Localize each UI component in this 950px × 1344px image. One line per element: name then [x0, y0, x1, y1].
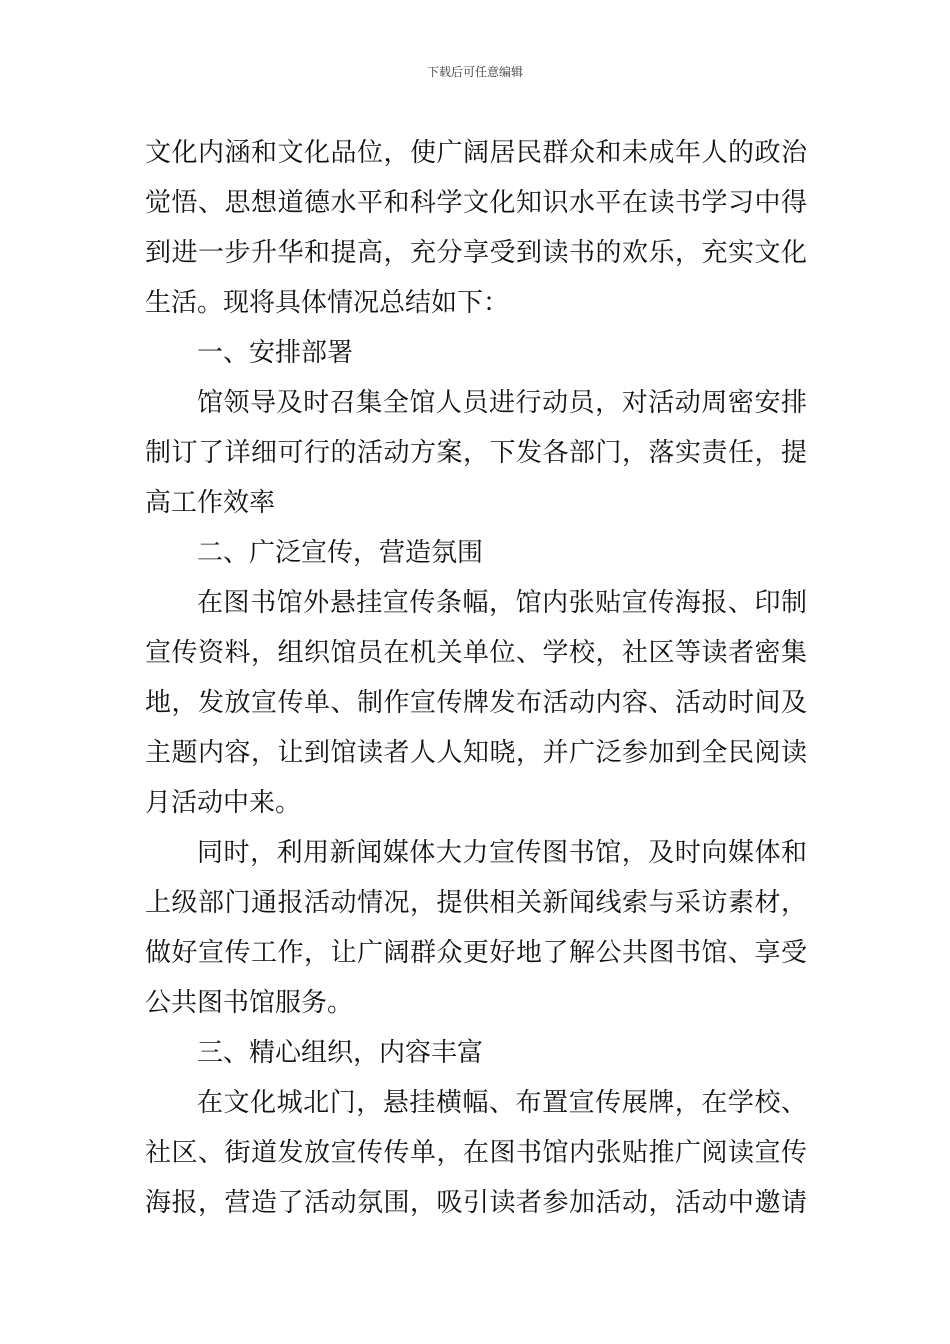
- text-line: 同时，利用新闻媒体大力宣传图书馆，及时向媒体和: [197, 838, 807, 868]
- text-line: 主题内容，让到馆读者人人知晓，并广泛参加到全民阅读: [145, 738, 807, 768]
- text-line: 到进一步升华和提高，充分享受到读书的欢乐，充实文化: [145, 238, 807, 268]
- text-line: 月活动中来。: [145, 788, 302, 818]
- document-body: [145, 128, 807, 1228]
- text-line: 在文化城北门，悬挂横幅、布置宣传展牌，在学校、: [197, 1088, 807, 1118]
- text-line: 制订了详细可行的活动方案，下发各部门，落实责任，提: [145, 438, 807, 468]
- section-heading: 一、安排部署: [197, 338, 354, 368]
- text-line: 文化内涵和文化品位，使广阔居民群众和未成年人的政治: [145, 138, 807, 168]
- text-line: 公共图书馆服务。: [145, 988, 354, 1018]
- text-line: 高工作效率: [145, 488, 276, 518]
- text-line: 做好宣传工作，让广阔群众更好地了解公共图书馆、享受: [145, 938, 807, 968]
- text-line: 在图书馆外悬挂宣传条幅，馆内张贴宣传海报、印制: [197, 588, 807, 618]
- section-heading: 三、精心组织，内容丰富: [197, 1038, 484, 1068]
- text-line: 上级部门通报活动情况，提供相关新闻线索与采访素材，: [145, 888, 807, 918]
- text-line: 海报，营造了活动氛围，吸引读者参加活动，活动中邀请: [145, 1188, 807, 1218]
- section-heading: 二、广泛宣传，营造氛围: [197, 538, 484, 568]
- text-line: 宣传资料，组织馆员在机关单位、学校，社区等读者密集: [145, 638, 807, 668]
- text-line: 馆领导及时召集全馆人员进行动员，对活动周密安排: [197, 388, 807, 418]
- text-line: 地，发放宣传单、制作宣传牌发布活动内容、活动时间及: [145, 688, 807, 718]
- text-line: 社区、街道发放宣传传单，在图书馆内张贴推广阅读宣传: [145, 1138, 807, 1168]
- text-line: 生活。现将具体情况总结如下：: [145, 288, 510, 318]
- page-header: 下载后可任意编辑: [426, 65, 523, 79]
- text-line: 觉悟、思想道德水平和科学文化知识水平在读书学习中得: [145, 188, 807, 218]
